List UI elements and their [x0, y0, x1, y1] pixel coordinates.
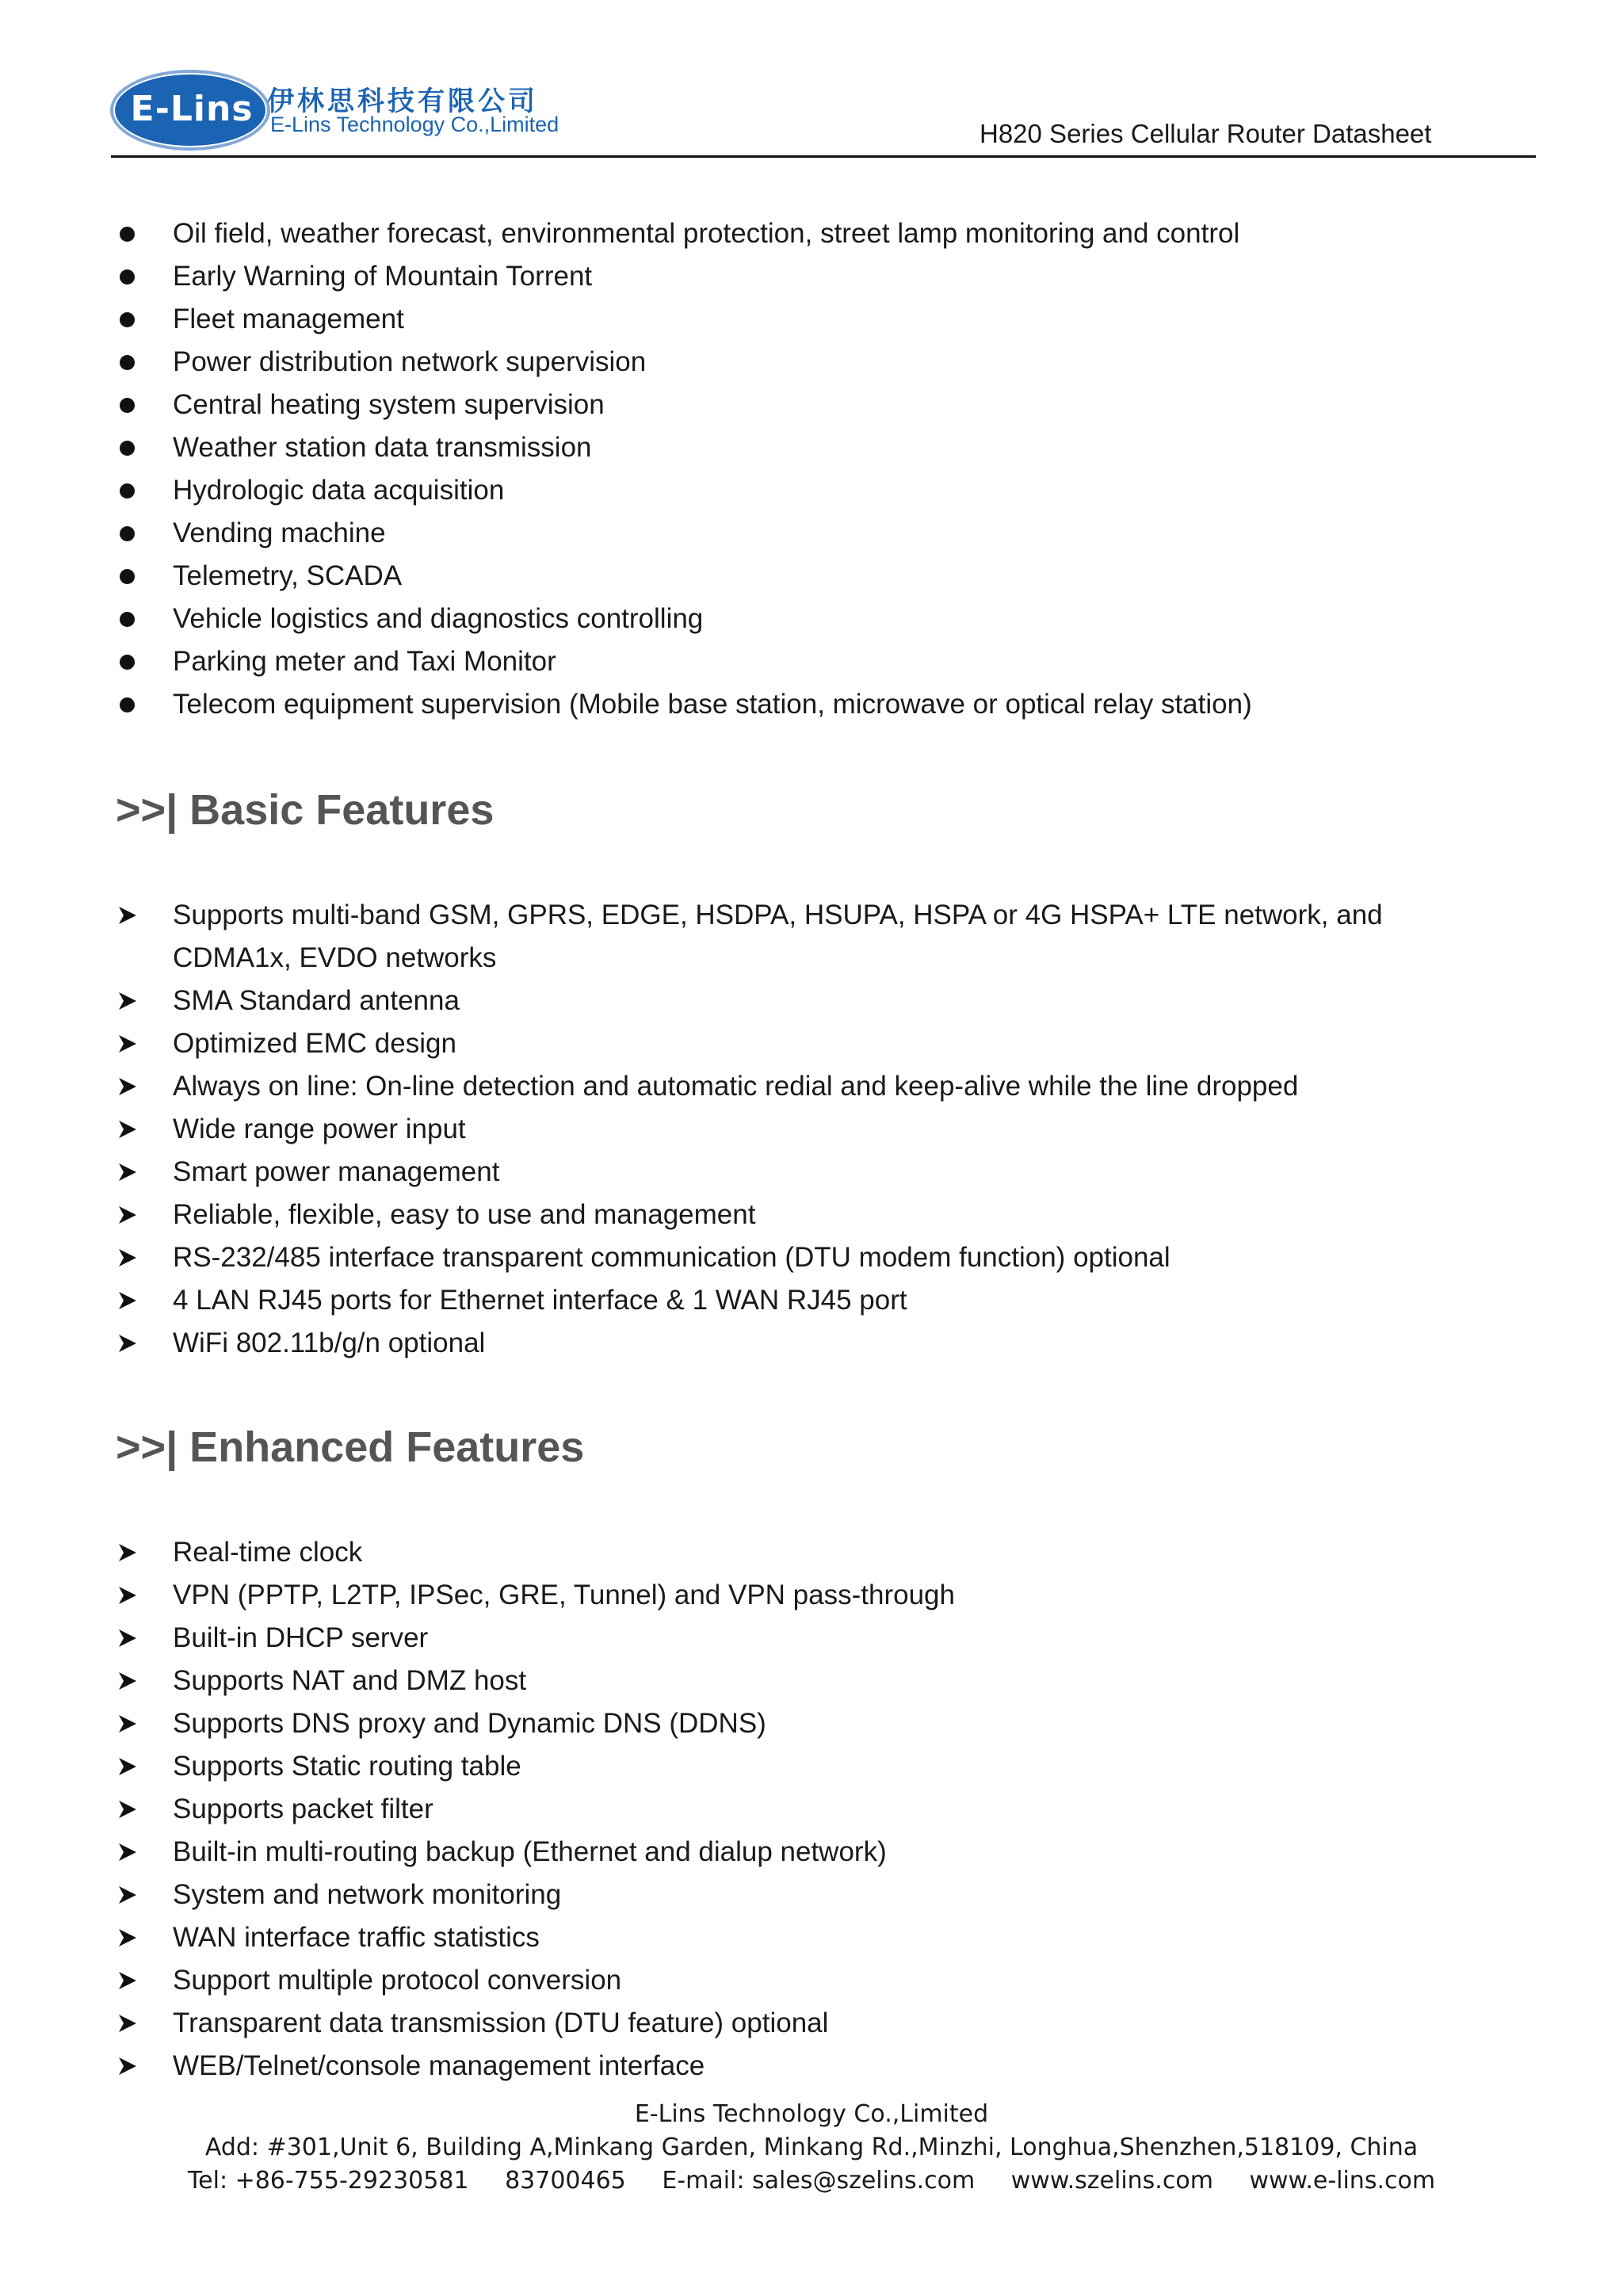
list-item [0, 1831, 1623, 1874]
footer-website-2: www.e-lins.com [1249, 2167, 1436, 2195]
basic-features-heading: >>| Basic Features [116, 786, 495, 834]
arrow-bullet-icon [117, 1617, 149, 1660]
document-title: H820 Series Cellular Router Datasheet [980, 119, 1432, 148]
list-item [0, 212, 1623, 255]
list-item-text: Always on line: On-line detection and automatic redial and keep-alive while the line dropped [173, 1071, 1299, 1102]
arrow-bullet-icon [117, 1874, 149, 1916]
list-item [0, 598, 1623, 640]
arrow-bullet-icon [117, 1236, 149, 1279]
list-item-text: Optimized EMC design [173, 1028, 456, 1059]
arrow-bullet-icon [117, 1531, 149, 1574]
arrow-bullet-icon [117, 980, 149, 1022]
continuation-spacer [117, 937, 149, 980]
list-item [0, 683, 1623, 726]
arrow-bullet-icon [117, 1574, 149, 1617]
arrow-bullet-icon [117, 1194, 149, 1236]
header-divider [111, 155, 1536, 158]
arrow-bullet-icon [117, 1831, 149, 1874]
list-item [0, 1108, 1623, 1151]
list-item [0, 1574, 1623, 1617]
arrow-bullet-icon [117, 2045, 149, 2088]
list-item-text: Real-time clock [173, 1537, 363, 1568]
list-item-text: Supports DNS proxy and Dynamic DNS (DDNS) [173, 1708, 766, 1739]
arrow-bullet-icon [117, 2002, 149, 2045]
list-item-text: Telecom equipment supervision (Mobile base station, microwave or optical relay station) [173, 689, 1252, 720]
company-name-cn: 伊林思科技有限公司 [267, 86, 538, 117]
list-item-text: Smart power management [173, 1156, 500, 1187]
list-item-text: WAN interface traffic statistics [173, 1922, 540, 1953]
bullet-dot-icon [117, 426, 149, 469]
arrow-bullet-icon [117, 1022, 149, 1065]
arrow-bullet-icon [117, 1151, 149, 1194]
arrow-bullet-icon [117, 1702, 149, 1745]
enhanced-features-heading: >>| Enhanced Features [116, 1423, 585, 1471]
bullet-dot-icon [117, 341, 149, 384]
list-item [0, 894, 1623, 937]
list-item-text: Wide range power input [173, 1114, 466, 1144]
arrow-bullet-icon [117, 1788, 149, 1831]
list-item-text: System and network monitoring [173, 1879, 562, 1910]
list-item [0, 555, 1623, 598]
list-item [0, 1531, 1623, 1574]
list-item [0, 980, 1623, 1022]
list-item-text: SMA Standard antenna [173, 985, 460, 1016]
bullet-dot-icon [117, 640, 149, 683]
list-item [0, 469, 1623, 512]
list-item-text: Vending machine [173, 518, 386, 548]
list-item-text: Power distribution network supervision [173, 346, 647, 377]
list-item [0, 2045, 1623, 2088]
list-item [0, 1065, 1623, 1108]
list-item-text: Supports Static routing table [173, 1751, 521, 1782]
list-item-text: Early Warning of Mountain Torrent [173, 261, 593, 292]
list-item [0, 341, 1623, 384]
footer-website-1: www.szelins.com [1010, 2167, 1213, 2195]
list-item [0, 1745, 1623, 1788]
list-item-text: Reliable, flexible, easy to use and management [173, 1199, 756, 1230]
list-item-text: Hydrologic data acquisition [173, 475, 505, 506]
list-item [0, 1916, 1623, 1959]
list-item [0, 1322, 1623, 1365]
company-logo [115, 68, 590, 155]
list-item-text: Central heating system supervision [173, 389, 605, 420]
arrow-bullet-icon [117, 1279, 149, 1322]
bullet-dot-icon [117, 469, 149, 512]
arrow-bullet-icon [117, 1065, 149, 1108]
bullet-dot-icon [117, 255, 149, 298]
list-item [0, 1194, 1623, 1236]
arrow-bullet-icon [117, 1959, 149, 2002]
arrow-bullet-icon [117, 894, 149, 937]
list-item [0, 2002, 1623, 2045]
list-item-text: Telemetry, SCADA [173, 560, 403, 591]
footer-company: E-Lins Technology Co.,Limited [634, 2100, 989, 2128]
list-item-text: Transparent data transmission (DTU feature) optional [173, 2008, 829, 2038]
list-item [0, 1788, 1623, 1831]
list-item [0, 1279, 1623, 1322]
list-item [0, 426, 1623, 469]
arrow-bullet-icon [117, 1660, 149, 1702]
list-item [0, 640, 1623, 683]
list-item-text: Supports packet filter [173, 1794, 433, 1824]
list-item-text: Vehicle logistics and diagnostics controlling [173, 603, 704, 634]
footer-email: E-mail: sales@szelins.com [662, 2167, 976, 2195]
list-item-text: Support multiple protocol conversion [173, 1965, 622, 1996]
page-header [0, 0, 1623, 166]
arrow-bullet-icon [117, 1916, 149, 1959]
list-item-text: RS-232/485 interface transparent communication (DTU modem function) optional [173, 1242, 1170, 1273]
list-item [0, 255, 1623, 298]
list-item-text: 4 LAN RJ45 ports for Ethernet interface & 1 WAN RJ45 port [173, 1285, 907, 1316]
list-item [0, 1959, 1623, 2002]
list-item [0, 1702, 1623, 1745]
company-name-en: E-Lins Technology Co.,Limited [270, 113, 559, 136]
footer-address: Add: #301,Unit 6, Building A,Minkang Garden, Minkang Rd.,Minzhi, Longhua,Shenzhen,518109, China [204, 2134, 1419, 2161]
list-item [0, 384, 1623, 426]
bullet-dot-icon [117, 298, 149, 341]
list-item [0, 1617, 1623, 1660]
list-item [0, 298, 1623, 341]
list-item [0, 1236, 1623, 1279]
footer-contact [0, 2167, 1623, 2195]
logo-mark: E-Lins [130, 89, 254, 129]
list-item-text: WEB/Telnet/console management interface [173, 2050, 705, 2081]
list-item [0, 512, 1623, 555]
list-item-text: CDMA1x, EVDO networks [173, 942, 497, 973]
list-item-text: VPN (PPTP, L2TP, IPSec, GRE, Tunnel) and VPN pass-through [173, 1580, 955, 1610]
list-item [0, 937, 1623, 980]
list-item [0, 1022, 1623, 1065]
list-item-text: Parking meter and Taxi Monitor [173, 646, 556, 677]
bullet-dot-icon [117, 683, 149, 726]
list-item-text: Supports multi-band GSM, GPRS, EDGE, HSDPA, HSUPA, HSPA or 4G HSPA+ LTE network, and [173, 900, 1383, 930]
list-item-text: Supports NAT and DMZ host [173, 1665, 527, 1696]
list-item-text: Weather station data transmission [173, 432, 592, 463]
arrow-bullet-icon [117, 1745, 149, 1788]
list-item-text: WiFi 802.11b/g/n optional [173, 1328, 486, 1358]
list-item-text: Oil field, weather forecast, environmental protection, street lamp monitoring and control [173, 218, 1240, 249]
list-item [0, 1151, 1623, 1194]
bullet-dot-icon [117, 555, 149, 598]
bullet-dot-icon [117, 598, 149, 640]
bullet-dot-icon [117, 512, 149, 555]
bullet-dot-icon [117, 384, 149, 426]
footer-tel: Tel: +86-755-29230581 [187, 2167, 469, 2195]
list-item-text: Built-in multi-routing backup (Ethernet and dialup network) [173, 1836, 887, 1867]
footer-tel2: 83700465 [505, 2167, 626, 2195]
list-item [0, 1660, 1623, 1702]
bullet-dot-icon [117, 212, 149, 255]
arrow-bullet-icon [117, 1322, 149, 1365]
list-item-text: Fleet management [173, 304, 404, 334]
list-item [0, 1874, 1623, 1916]
arrow-bullet-icon [117, 1108, 149, 1151]
list-item-text: Built-in DHCP server [173, 1622, 429, 1653]
